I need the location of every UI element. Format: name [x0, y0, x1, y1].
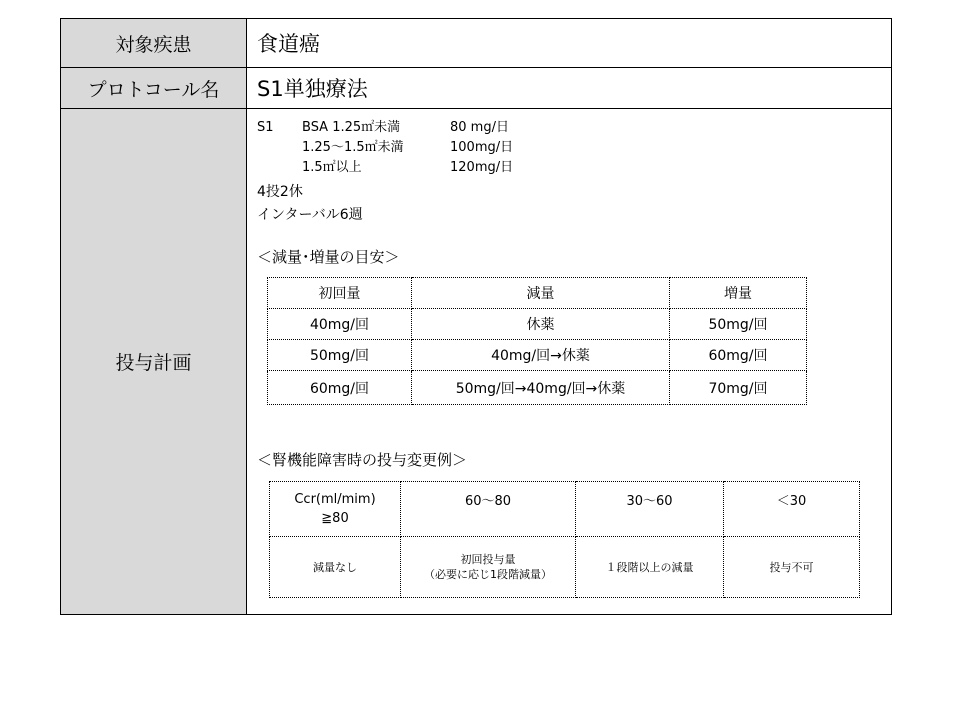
- table-row: [270, 482, 860, 537]
- renal-header-under-30: ＜30: [724, 482, 860, 537]
- schedule-text: 4投2休: [257, 184, 303, 200]
- table-cell: 初回投与量 （必要に応じ1段階減量）: [401, 537, 576, 598]
- protocol-value: S1単独療法: [257, 77, 368, 101]
- adjust-header-decrease: 減量: [412, 278, 670, 309]
- protocol-table: [60, 18, 892, 615]
- table-row: [268, 371, 807, 405]
- dose-cond-2: 1.25～1.5㎡未満: [302, 140, 404, 155]
- renal-table: [269, 481, 860, 598]
- table-cell: 40mg/回→休薬: [412, 340, 670, 371]
- renal-title: ＜腎機能障害時の投与変更例＞: [257, 451, 468, 469]
- dose-drug: S1: [257, 120, 274, 135]
- dose-cond-3: 1.5㎡以上: [302, 160, 362, 175]
- table-cell: 60mg/回: [670, 340, 807, 371]
- table-cell: 60mg/回: [268, 371, 412, 405]
- table-cell: 50mg/回: [268, 340, 412, 371]
- table-cell: 減量なし: [270, 537, 401, 598]
- table-cell: 休薬: [412, 309, 670, 340]
- adjust-title: ＜減量･増量の目安＞: [257, 248, 400, 266]
- plan-label: 投与計画: [61, 109, 247, 614]
- adjust-table: [267, 277, 807, 405]
- table-cell: 50mg/回→40mg/回→休薬: [412, 371, 670, 405]
- disease-value: 食道癌: [257, 32, 320, 56]
- interval-text: インターバル6週: [257, 207, 363, 223]
- table-cell: 投与不可: [724, 537, 860, 598]
- table-cell: １段階以上の減量: [576, 537, 724, 598]
- table-row: [268, 340, 807, 371]
- adjust-header-initial: 初回量: [268, 278, 412, 309]
- protocol-label: プロトコール名: [61, 68, 247, 108]
- renal-header-ccr: Ccr(ml/mim) ≧80: [270, 482, 401, 537]
- renal-header-30-60: 30～60: [576, 482, 724, 537]
- adjust-header-increase: 増量: [670, 278, 807, 309]
- table-cell: 50mg/回: [670, 309, 807, 340]
- dose-amount-1: 80 mg/日: [450, 120, 509, 135]
- table-row: [270, 537, 860, 598]
- table-row: [268, 278, 807, 309]
- dose-cond-1: BSA 1.25㎡未満: [302, 120, 401, 135]
- plan-content: [247, 109, 891, 614]
- table-cell: 70mg/回: [670, 371, 807, 405]
- dose-amount-2: 100mg/日: [450, 140, 514, 155]
- disease-label: 対象疾患: [61, 19, 247, 67]
- table-cell: 40mg/回: [268, 309, 412, 340]
- table-row: [268, 309, 807, 340]
- dose-amount-3: 120mg/日: [450, 160, 514, 175]
- renal-header-60-80: 60～80: [401, 482, 576, 537]
